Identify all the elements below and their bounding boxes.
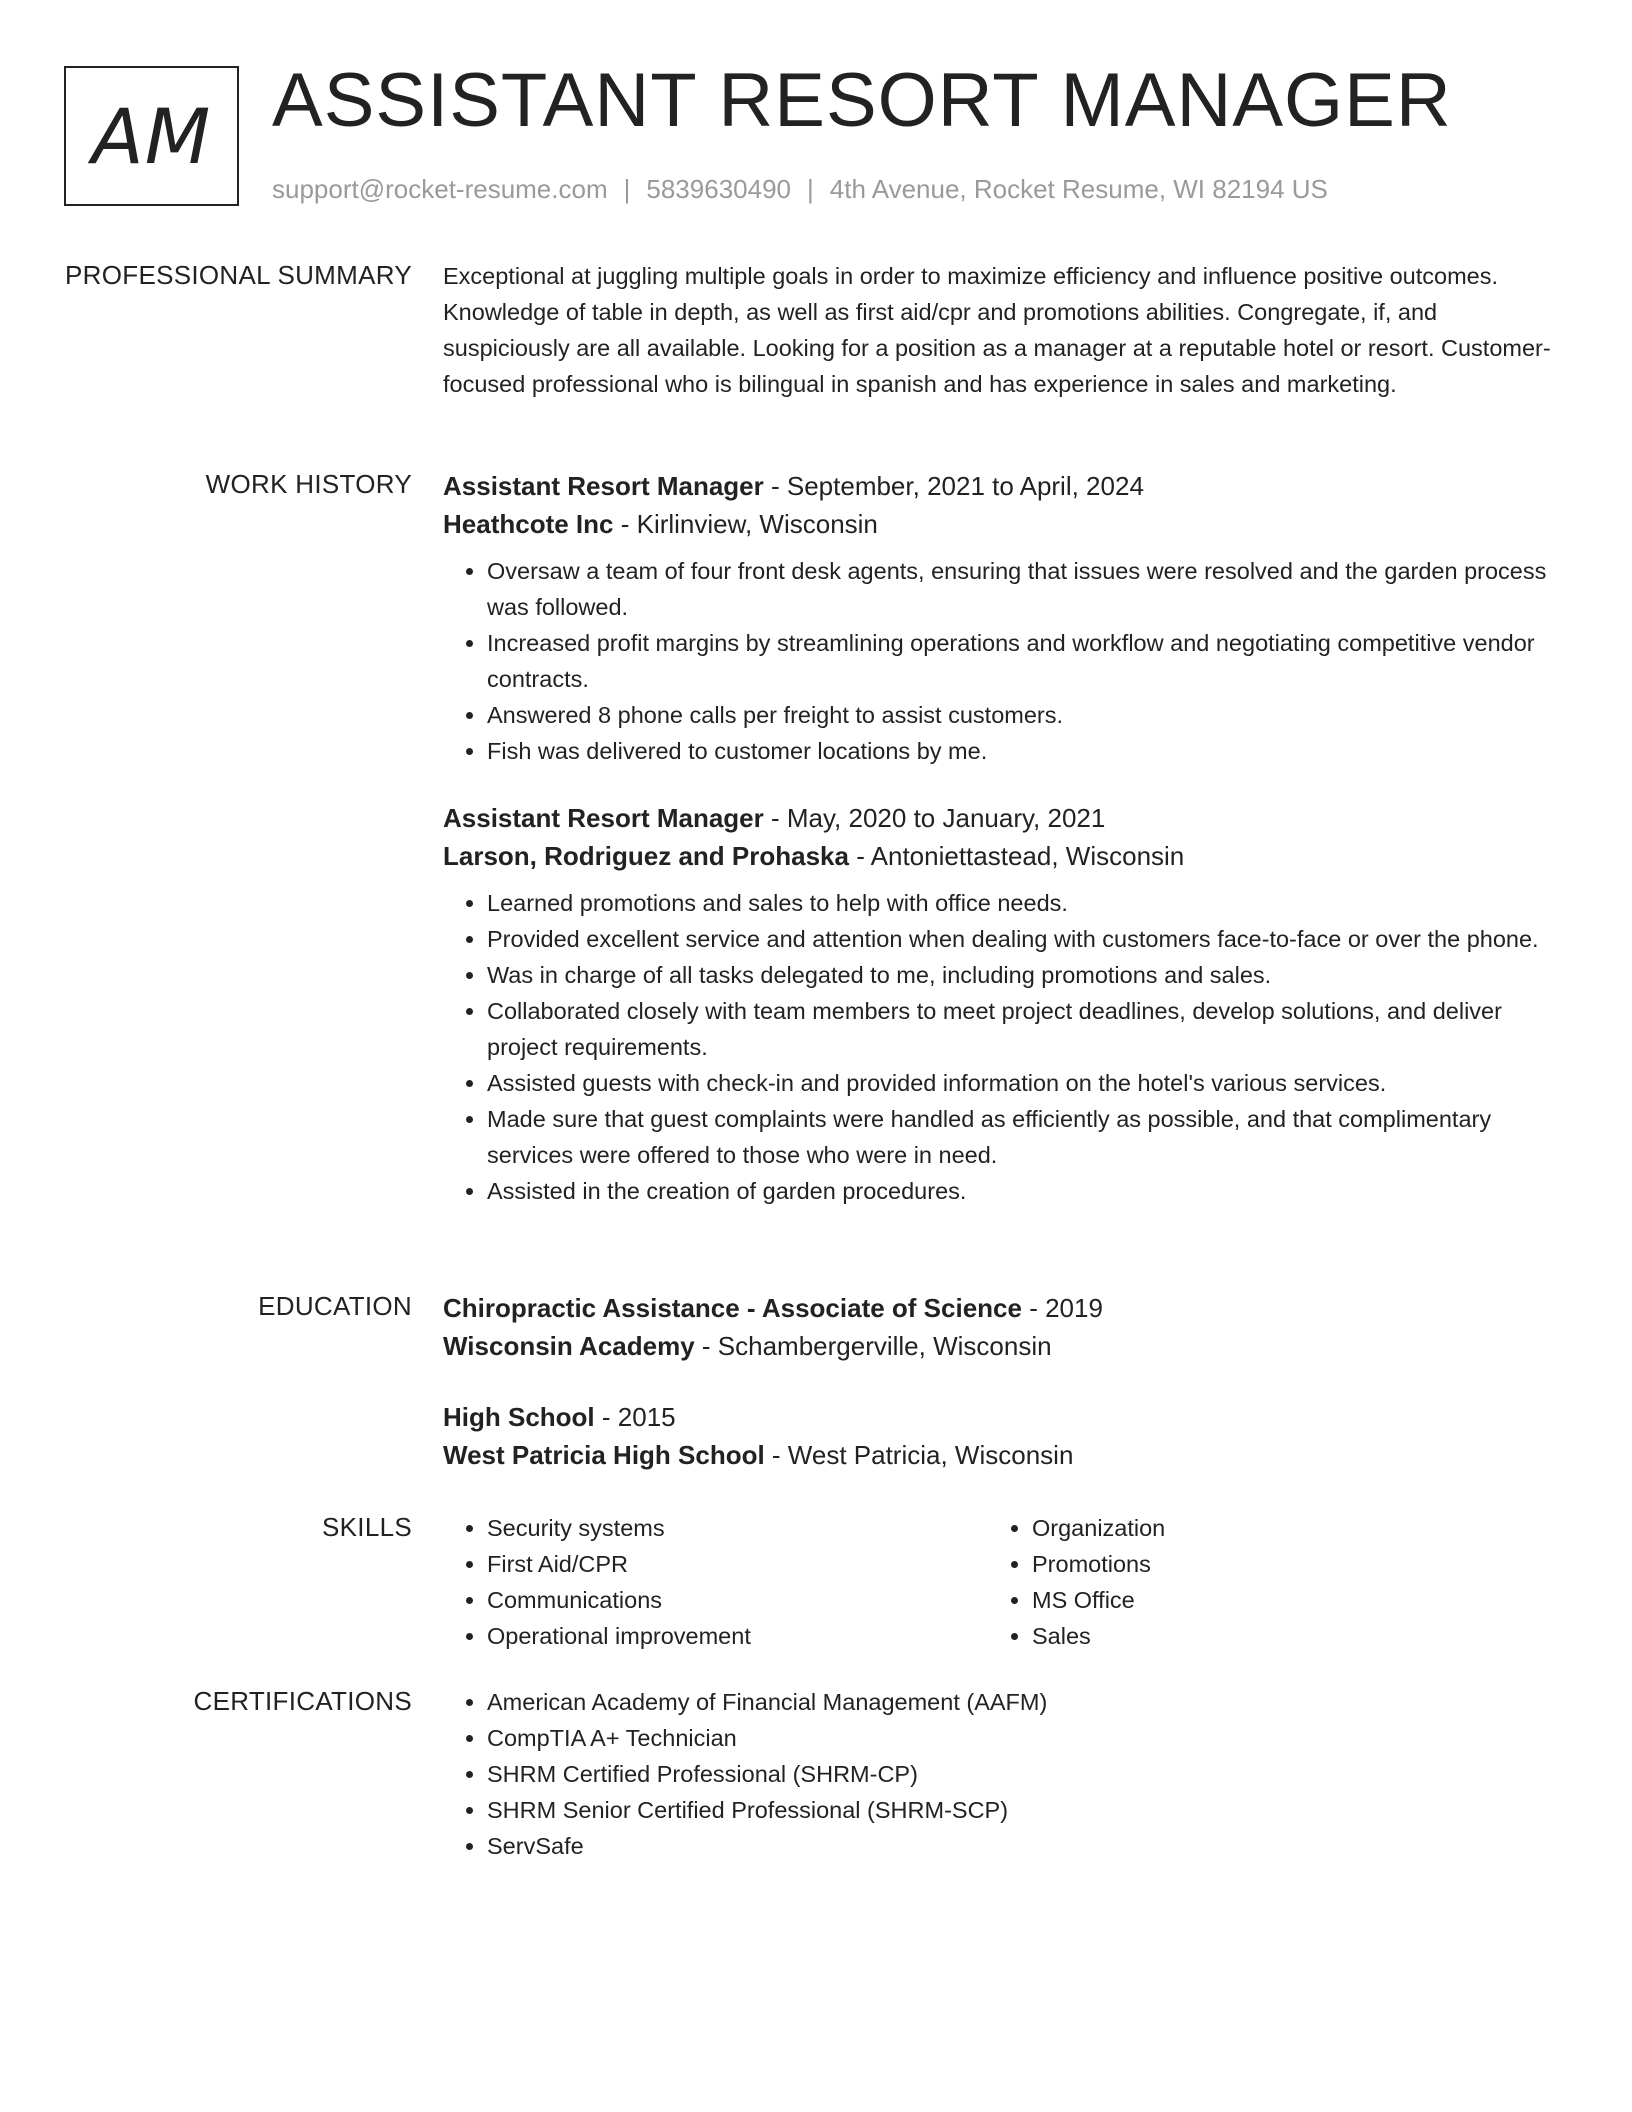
monogram-initials: AM (91, 91, 212, 181)
job-bullets (443, 553, 1555, 769)
education-degree-line (443, 1289, 1555, 1327)
job-title-line (443, 799, 1555, 837)
job-bullet: • Oversaw a team of four front desk agents, ensuring that issues were resolved and the garden process was followed. (487, 553, 1555, 625)
contact-phone: 5839630490 (646, 174, 791, 204)
job-bullet: • Provided excellent service and attention when dealing with customers face-to-face or over the phone. (487, 921, 1555, 957)
job-company: Heathcote Inc (443, 509, 614, 539)
education-year: - 2019 (1021, 1293, 1103, 1323)
skill-item: • MS Office (1032, 1582, 1165, 1618)
skills-columns (443, 1510, 1555, 1654)
education-body (443, 1289, 1555, 1474)
job-title-line (443, 467, 1555, 505)
skill-item: • Communications (487, 1582, 988, 1618)
skills-list-right (988, 1510, 1165, 1654)
education-degree-line (443, 1398, 1555, 1436)
certification-item: • ServSafe (487, 1828, 1555, 1864)
section-label-summary: PROFESSIONAL SUMMARY (65, 260, 412, 290)
contact-separator: | (623, 174, 631, 204)
job-company-line (443, 837, 1555, 875)
job-bullet: • Answered 8 phone calls per freight to assist customers. (487, 697, 1555, 733)
education-year: - 2015 (594, 1402, 676, 1432)
skills-column-right (988, 1510, 1165, 1654)
education-school: West Patricia High School (443, 1440, 765, 1470)
summary-body (443, 258, 1555, 402)
certification-item: • CompTIA A+ Technician (487, 1720, 1555, 1756)
resume-title: ASSISTANT RESORT MANAGER (272, 58, 1452, 143)
skill-item: • Security systems (487, 1510, 988, 1546)
job-entry (443, 467, 1555, 769)
section-label-certifications: CERTIFICATIONS (193, 1686, 412, 1716)
monogram-box (64, 66, 239, 206)
job-bullet: • Learned promotions and sales to help with office needs. (487, 885, 1555, 921)
skill-item: • Organization (1032, 1510, 1165, 1546)
job-company-line (443, 505, 1555, 543)
certifications-body (443, 1684, 1555, 1864)
section-label-education: EDUCATION (258, 1291, 412, 1321)
education-location: - Schambergerville, Wisconsin (694, 1331, 1052, 1361)
job-bullet: • Increased profit margins by streamlining operations and workflow and negotiating competitive vendor contracts. (487, 625, 1555, 697)
education-school-line (443, 1327, 1555, 1365)
section-label-work: WORK HISTORY (205, 469, 412, 499)
job-bullet: • Fish was delivered to customer locations by me. (487, 733, 1555, 769)
certification-item: • SHRM Certified Professional (SHRM-CP) (487, 1756, 1555, 1792)
contact-address: 4th Avenue, Rocket Resume, WI 82194 US (829, 174, 1328, 204)
skills-body (443, 1510, 1555, 1654)
job-bullet: • Collaborated closely with team members to meet project deadlines, develop solutions, and deliver project requirements. (487, 993, 1555, 1065)
skill-item: • First Aid/CPR (487, 1546, 988, 1582)
education-school-line (443, 1436, 1555, 1474)
skill-item: • Promotions (1032, 1546, 1165, 1582)
work-body (443, 467, 1555, 1209)
job-bullet: • Assisted guests with check-in and provided information on the hotel's various services. (487, 1065, 1555, 1101)
job-location: - Kirlinview, Wisconsin (613, 509, 878, 539)
skill-item: • Sales (1032, 1618, 1165, 1654)
job-bullet: • Was in charge of all tasks delegated to me, including promotions and sales. (487, 957, 1555, 993)
job-dates: - September, 2021 to April, 2024 (763, 471, 1144, 501)
job-entry (443, 799, 1555, 1209)
education-entry (443, 1289, 1555, 1365)
job-company: Larson, Rodriguez and Prohaska (443, 841, 849, 871)
contact-line (272, 172, 1328, 206)
job-dates: - May, 2020 to January, 2021 (763, 803, 1106, 833)
summary-text: Exceptional at juggling multiple goals in order to maximize efficiency and influence positive outcomes. Knowledge of table in depth, as well as first aid/cpr and promotions abilities. Congregate, if, and suspiciously are all available. Looking for a position as a manager at a reputable hotel or resort. Customer-focused professional who is bilingual in spanish and has experience in sales and marketing. (443, 263, 1551, 397)
job-bullet: • Made sure that guest complaints were handled as efficiently as possible, and that complimentary services were offered to those who were in need. (487, 1101, 1555, 1173)
education-degree: High School (443, 1402, 595, 1432)
skills-list-left (443, 1510, 988, 1654)
education-school: Wisconsin Academy (443, 1331, 695, 1361)
contact-separator: | (807, 174, 814, 204)
skills-column-left (443, 1510, 988, 1654)
job-location: - Antoniettastead, Wisconsin (848, 841, 1185, 871)
job-bullets (443, 885, 1555, 1209)
education-degree: Chiropractic Assistance - Associate of Science (443, 1293, 1022, 1323)
education-entry (443, 1398, 1555, 1474)
contact-email: support@rocket-resume.com (272, 174, 608, 204)
section-label-skills: SKILLS (322, 1512, 412, 1542)
education-location: - West Patricia, Wisconsin (764, 1440, 1074, 1470)
job-title: Assistant Resort Manager (443, 471, 764, 501)
job-bullet: • Assisted in the creation of garden procedures. (487, 1173, 1555, 1209)
certification-item: • American Academy of Financial Management (AAFM) (487, 1684, 1555, 1720)
certification-item: • SHRM Senior Certified Professional (SHRM-SCP) (487, 1792, 1555, 1828)
job-title: Assistant Resort Manager (443, 803, 764, 833)
skill-item: • Operational improvement (487, 1618, 988, 1654)
certifications-list (443, 1684, 1555, 1864)
